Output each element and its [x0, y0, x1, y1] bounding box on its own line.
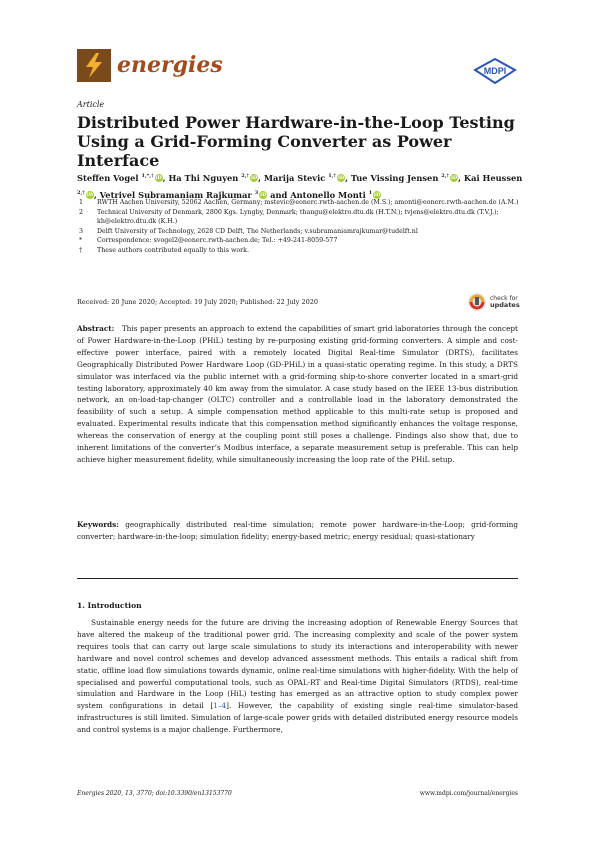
affiliation-mark: 1	[79, 199, 84, 206]
author-name: Ha Thi Nguyen	[168, 172, 239, 183]
orcid-icon[interactable]: iD	[450, 175, 458, 182]
orcid-icon[interactable]: iD	[337, 175, 345, 182]
affiliation-text: These authors contributed equally to this work.	[97, 246, 249, 254]
orcid-icon[interactable]: iD	[250, 175, 258, 182]
publication-dates: Received: 20 June 2020; Accepted: 19 July 2020; Published: 22 July 2020	[77, 298, 319, 306]
footer-citation-text: Energies 2020, 13, 3770; doi:10.3390/en13153770	[77, 790, 232, 797]
affiliations	[77, 198, 537, 255]
abstract-label: Abstract:	[77, 324, 115, 333]
author-affiliation-sup: 2,†	[441, 173, 450, 179]
affiliation-row	[77, 198, 537, 208]
affiliation-text: Correspondence: svogel2@eonerc.rwth-aachen.de; Tel.: +49-241-8059-577	[97, 237, 338, 244]
keywords	[77, 519, 518, 543]
author-name: Vetrivel Subramaniam Rajkumar	[99, 189, 252, 200]
check-for-updates-button[interactable]	[467, 289, 522, 315]
check-updates-label	[490, 295, 520, 309]
affiliation-text: Delft University of Technology, 2628 CD Delft, The Netherlands; v.subramaniamrajkumar@tudelft.nl	[97, 227, 418, 235]
author[interactable]	[351, 173, 458, 183]
paper-title: Distributed Power Hardware-in-the-Loop Testing Using a Grid-Forming Converter as Power Interface	[77, 113, 515, 170]
author-name: Marija Stevic	[263, 172, 326, 183]
author-name: Kai Heussen	[463, 172, 523, 183]
author[interactable]	[168, 173, 258, 183]
mdpi-logo-icon[interactable]	[473, 58, 517, 84]
author[interactable]	[77, 173, 163, 183]
affiliation-text: RWTH Aachen University, 52062 Aachen, Germany; mstevic@eonerc.rwth-aachen.de (M.S.); amonti@eonerc.rwth-aachen.de (A.M.)	[97, 199, 519, 206]
orcid-icon[interactable]: iD	[374, 192, 381, 199]
section-body	[77, 617, 518, 736]
intro-text-2: ]. However, the capability of existing single real-time simulator-based infrastructures is still limited. Simulation of large-scale power grids with detailed distributed energy resource models and control systems is a major challenge. Furthermore,	[77, 701, 518, 735]
article-type: Article	[77, 100, 105, 109]
affiliation-row	[77, 208, 537, 227]
author-name: Tue Vissing Jensen	[350, 172, 439, 183]
author-list: Steffen Vogel $^{1,*,\dagger}$ iD, Ha Thi Nguyen $^{2,\dagger}$ iD, Marija Stevic $^{1,\dagger}$ iD, Tue Vissing Jensen $^{2,\dagger}$ iD, Kai Heussen $^{2,\dagger}$ iD, Vetrivel Subramaniam Rajkumar $^3$ iD and Antonello Monti $^1$ iD	[77, 172, 523, 200]
orcid-icon[interactable]: iD	[155, 175, 162, 182]
keywords-text: geographically distributed real-time simulation; remote power hardware-in-the-Loop; grid-forming converter; hardware-in-the-loop; simulation fidelity; energy-based metric; energy residual; quasi-stationary	[77, 520, 518, 541]
author[interactable]	[264, 173, 345, 183]
section-divider	[77, 578, 518, 579]
affiliation-mark: 2	[79, 208, 84, 216]
keywords-label: Keywords:	[77, 520, 119, 529]
journal-name[interactable]: energies	[117, 52, 223, 78]
footer-url[interactable]: www.mdpi.com/journal/energies	[419, 790, 518, 797]
affiliation-mark: *	[79, 237, 83, 244]
author-name: Antonello Monti	[290, 189, 366, 200]
section-heading: 1. Introduction	[77, 601, 142, 610]
affiliation-mark: 3	[79, 227, 84, 235]
check-updates-line2: updates	[490, 301, 520, 309]
affiliation-row	[77, 246, 537, 256]
affiliation-row	[77, 227, 537, 237]
abstract-text: This paper presents an approach to extend the capabilities of smart grid laboratories through the concept of Power Hardware-in-the-Loop (PHiL) testing by re-purposing existing grid-forming converters. A simple and cost-effective power interface, paired with a remotely located Digital Real-time Simulator (DRTS), facilitates Geographically Distributed Power Hardware Loop (GD-PHiL) in a quasi-static operating regime. In this study, a DRTS simulator was interfaced via the public internet with a grid-forming ship-to-shore converter located in a smart-grid testing laboratory, approximately 40 km away from the simulator. A case study based on the IEEE 13-bus distribution network, an on-load-tap-changer (OLTC) controller and a controllable load in the laboratory demonstrated the feasibility of such a setup. A simple compensation method applicable to this multi-rate setup is proposed and evaluated. Experimental results indicate that this compensation method significantly enhances the voltage response, whereas the conservation of energy at the coupling point still poses a challenge. Findings also show that, due to inherent limitations of the converter’s Modbus interface, a separate measurement setup is preferable. This can help achieve higher measurement fidelity, while simultaneously increasing the loop rate of the PHiL setup.	[77, 324, 518, 464]
citation-link[interactable]: 1–4	[213, 701, 227, 711]
orcid-icon[interactable]: iD	[86, 192, 93, 199]
footer-citation	[77, 790, 232, 797]
author-affiliation-sup: 1	[368, 189, 373, 196]
journal-logo-icon	[77, 49, 111, 82]
check-updates-icon	[467, 292, 487, 312]
author-affiliation-sup: 2,†	[241, 173, 250, 179]
author-affiliation-sup: 1,†	[328, 173, 337, 179]
abstract	[77, 323, 518, 466]
author-affiliation-sup: 3	[254, 189, 259, 196]
author-name: Steffen Vogel	[77, 172, 139, 183]
author-affiliation-sup: 2,†	[77, 189, 85, 196]
affiliation-row	[77, 236, 537, 246]
mdpi-logo-text: MDPI	[483, 66, 507, 76]
authors-and: and	[267, 189, 291, 200]
orcid-icon[interactable]: iD	[260, 192, 267, 199]
affiliation-text: Technical University of Denmark, 2800 Kgs. Lyngby, Denmark; thangu@elektro.dtu.dk (H.T.N.); tvjens@elektro.dtu.dk (T.V.J.); kh@elektro.dtu.dk (K.H.)	[97, 208, 499, 225]
check-updates-line1: check for	[490, 295, 518, 302]
author-affiliation-sup: 1,*,†	[141, 173, 154, 179]
intro-text-1: Sustainable energy needs for the future are driving the increasing adoption of Renewable Energy Sources that have altered the makeup of the traditional power grid. The increasing complexity and scale of the power system requires tools that can carry out large scale simulations to study its interactions and interoperability with newer hardware and novel control schemes and develop advanced assessment methods. This entails a radical shift from static, offline load flow simulations towards dynamic, online real-time simulations with higher-fidelity. With the help of specialised and powerful computational tools, such as OPAL-RT and Real-time Digital Simulators (RTDS), real-time simulation and Hardware in the Loop (HiL) testing has emerged as an attractive option to study complex power system configurations in detail [	[77, 618, 518, 711]
affiliation-mark: †	[79, 246, 83, 254]
